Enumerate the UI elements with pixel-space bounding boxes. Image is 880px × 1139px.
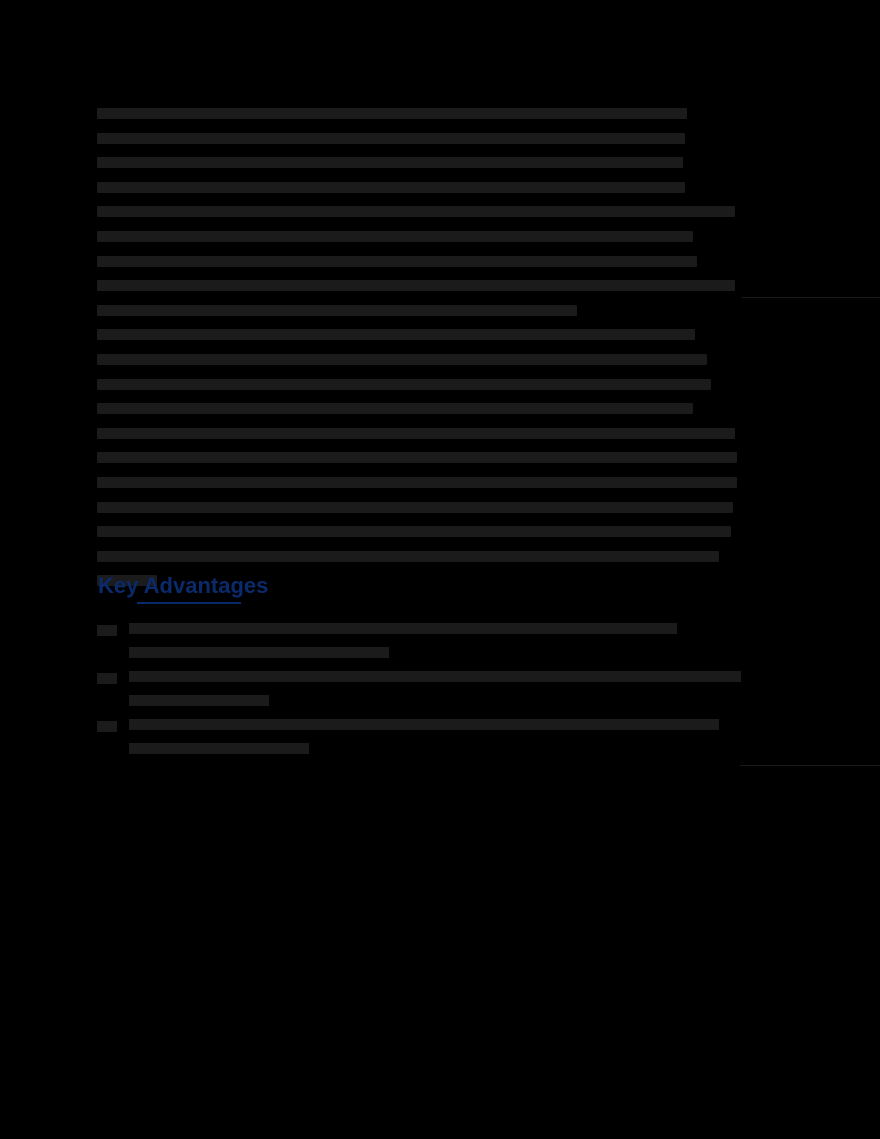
text-line (97, 477, 737, 488)
text-line (129, 719, 719, 730)
text-line (97, 354, 707, 365)
text-line (97, 231, 693, 242)
text-line (97, 526, 731, 537)
text-line (97, 133, 685, 144)
text-line (97, 256, 697, 267)
text-line (97, 502, 733, 513)
list-marker (97, 625, 117, 636)
text-line (97, 206, 735, 217)
text-line (97, 452, 737, 463)
advantages-list (97, 623, 747, 767)
list-marker (97, 721, 117, 732)
text-line (129, 695, 269, 706)
text-line (97, 305, 577, 316)
heading-underline (137, 602, 241, 604)
document-body (97, 108, 742, 600)
text-line (129, 743, 309, 754)
paragraph-2 (97, 329, 742, 586)
text-line (97, 428, 735, 439)
text-line (97, 379, 711, 390)
text-line (97, 182, 685, 193)
list-marker (97, 673, 117, 684)
text-line (97, 403, 693, 414)
paragraph-1 (97, 108, 742, 316)
margin-rule (740, 765, 880, 766)
list-item (97, 623, 747, 658)
text-line (129, 623, 677, 634)
text-line (129, 647, 389, 658)
text-line (97, 108, 687, 119)
text-line (97, 551, 719, 562)
section-heading: Key Advantages (98, 573, 269, 598)
text-line (97, 329, 695, 340)
text-line (97, 280, 735, 291)
text-line (129, 671, 741, 682)
list-item (97, 719, 747, 754)
text-line (97, 157, 683, 168)
margin-rule (742, 297, 880, 298)
list-item (97, 671, 747, 706)
